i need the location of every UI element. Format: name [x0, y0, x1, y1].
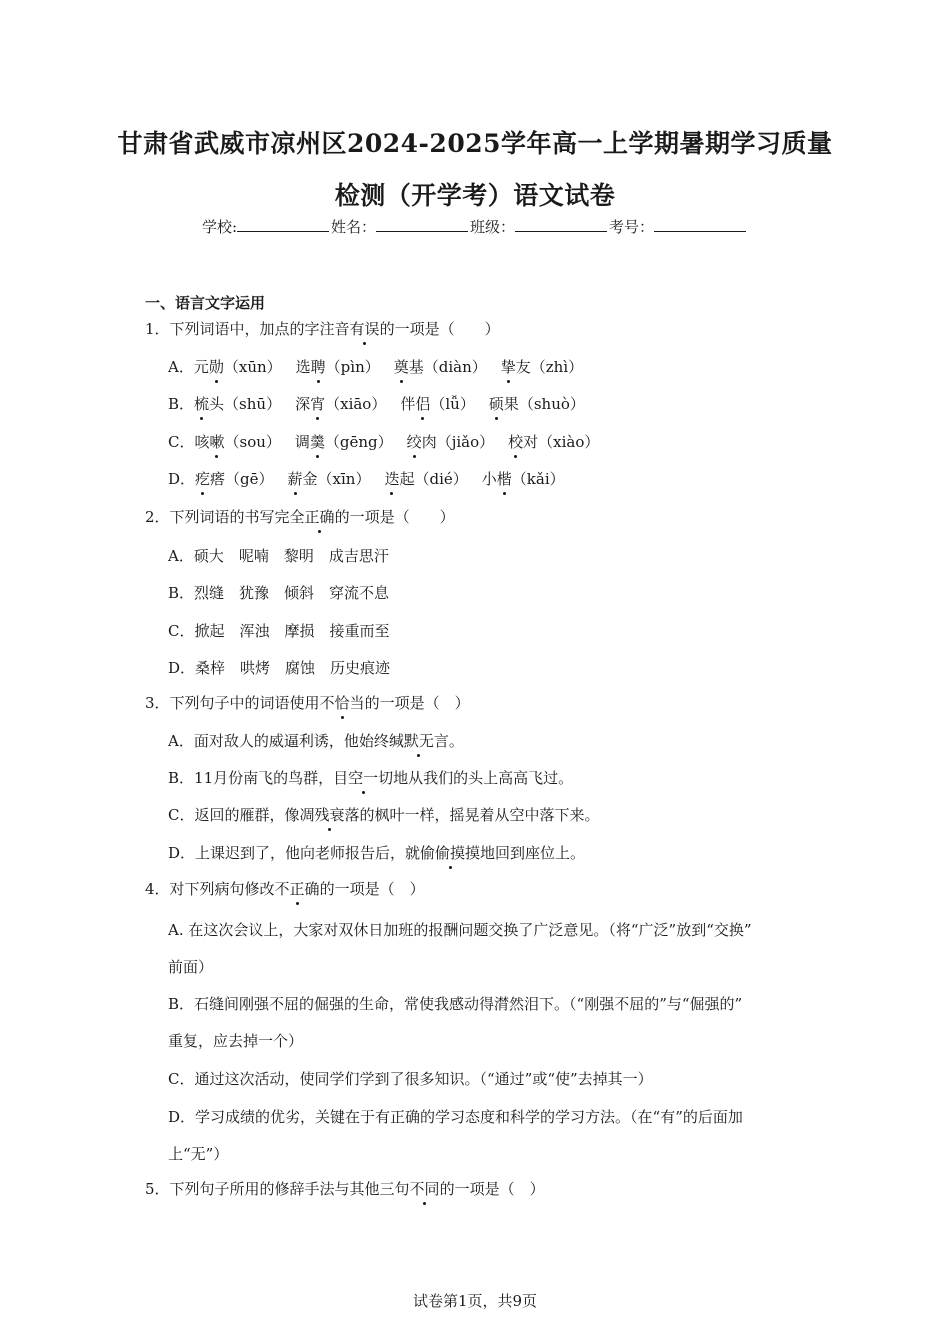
section-title: 一、语言文字运用 [145, 294, 266, 312]
class-label: 班级： [470, 218, 516, 236]
question-3-option-d: D．上课迟到了，他向老师报告后，就偷偷摸摸地回到座位上。 [168, 844, 586, 862]
question-1-option-a: A．元勋（xūn） 选聘（pìn） 奠基（diàn） 挚友（zhì） [168, 358, 584, 376]
exam-no-field[interactable] [654, 217, 746, 232]
question-2-option-d: D．桑梓 哄烤 腐蚀 历史痕迹 [168, 659, 391, 677]
exam-no-label: 考号： [609, 218, 655, 236]
question-2-option-c: C．掀起 浑浊 摩损 接重而至 [168, 622, 390, 640]
question-2-option-b: B．烈缝 犹豫 倾斜 穿流不息 [168, 584, 390, 602]
question-3-option-a: A．面对敌人的威逼利诱，他始终缄默无言。 [168, 732, 464, 750]
student-info-line [0, 216, 950, 237]
question-1-option-d: D．疙瘩（gē） 薪金（xīn） 迭起（dié） 小楷（kǎi） [168, 470, 565, 488]
question-4-stem: 4．对下列病句修改不正确的一项是（ ） [145, 880, 425, 898]
question-4-option-b-line1: B．石缝间刚强不屈的倔强的生命，常使我感动得潸然泪下。（“刚强不屈的”与“倔强的” [168, 995, 743, 1013]
school-label: 学校: [201, 218, 237, 236]
question-4-option-a-line2: 前面） [168, 958, 214, 976]
question-4-option-b-line2: 重复，应去掉一个） [168, 1032, 304, 1050]
question-4-option-a-line1: A. 在这次会议上，大家对双休日加班的报酬问题交换了广泛意见。（将“广泛”放到“交换” [168, 921, 752, 939]
page-footer: 试卷第1页，共9页 [412, 1292, 538, 1310]
question-3-option-b: B．11月份南飞的鸟群，目空一切地从我们的头上高高飞过。 [168, 769, 574, 787]
name-label: 姓名： [331, 218, 377, 236]
name-field[interactable] [376, 217, 468, 232]
question-1-stem: 1．下列词语中，加点的字注音有误的一项是（ ） [145, 320, 500, 338]
question-3-option-c: C．返回的雁群，像凋残衰落的枫叶一样，摇晃着从空中落下来。 [168, 806, 600, 824]
question-5-stem: 5．下列句子所用的修辞手法与其他三句不同的一项是（ ） [145, 1180, 545, 1198]
question-2-stem: 2．下列词语的书写完全正确的一项是（ ） [145, 508, 455, 526]
question-4-option-c: C．通过这次活动，使同学们学到了很多知识。（“通过”或“使”去掉其一） [168, 1070, 653, 1088]
question-2-option-a: A．硕大 呢喃 黎明 成吉思汗 [168, 547, 389, 565]
question-1-option-b: B．梳头（shū） 深宵（xiāo） 伴侣（lǚ） 硕果（shuò） [168, 395, 585, 413]
question-3-stem: 3．下列句子中的词语使用不恰当的一项是（ ） [145, 694, 470, 712]
school-field[interactable] [237, 217, 329, 232]
question-4-option-d-line2: 上“无”） [168, 1145, 229, 1163]
question-4-option-d-line1: D．学习成绩的优劣，关键在于有正确的学习态度和科学的学习方法。（在“有”的后面加 [168, 1108, 743, 1126]
exam-title-line1: 甘肃省武威市凉州区2024-2025学年高一上学期暑期学习质量 [117, 129, 833, 158]
question-1-option-c: C．咳嗽（sou） 调羹（gēng） 绞肉（jiǎo） 校对（xiào） [168, 433, 600, 451]
class-field[interactable] [515, 217, 607, 232]
exam-title-line2: 检测（开学考）语文试卷 [334, 181, 616, 210]
